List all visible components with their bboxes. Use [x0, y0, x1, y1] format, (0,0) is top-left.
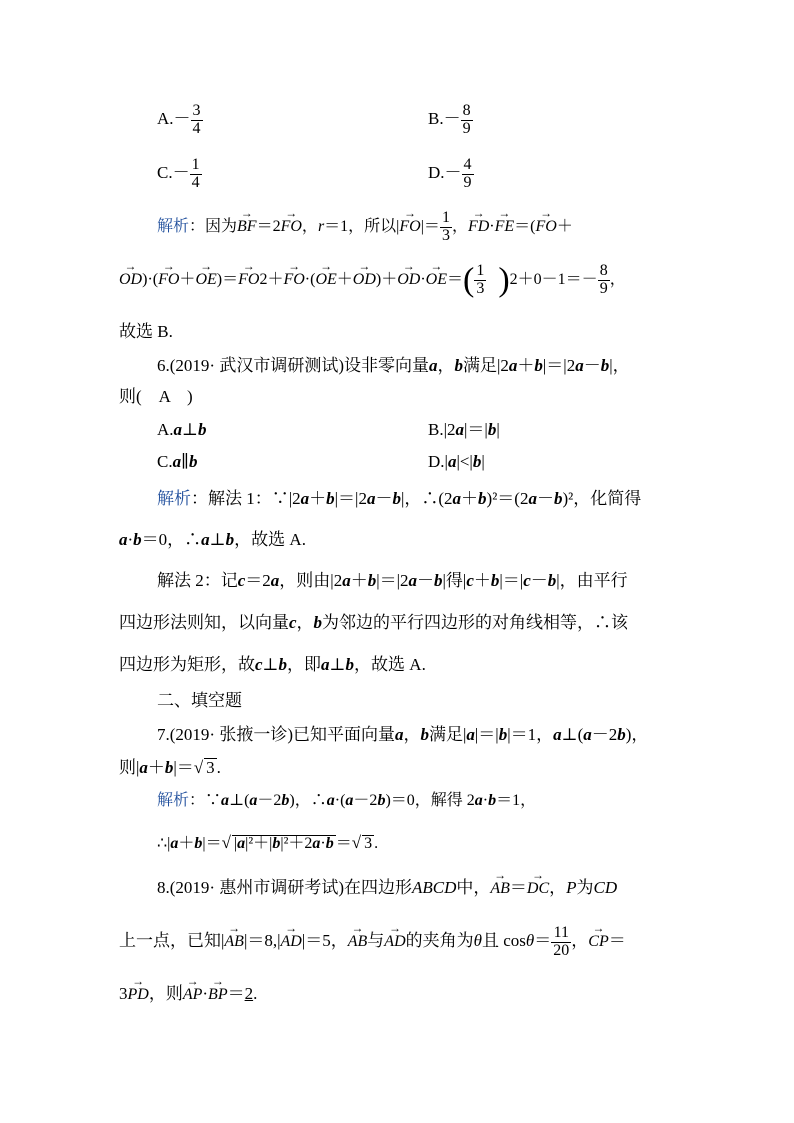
sol7-line2	[157, 834, 378, 852]
vec-a: a	[170, 835, 179, 852]
sqrt-body	[232, 835, 336, 852]
text: 为	[576, 878, 594, 897]
section-heading: 二、填空题	[157, 691, 242, 710]
fraction	[474, 263, 486, 298]
option-b-prefix: B.－	[428, 109, 461, 129]
text: ，	[451, 217, 468, 235]
vec-b: b	[534, 356, 543, 375]
vec-b: b	[367, 571, 377, 590]
frac-num: 4	[463, 156, 472, 173]
sol5-line3: 故选 B.	[119, 322, 173, 341]
vec-b: b	[478, 489, 487, 508]
vec-a: a	[394, 725, 404, 744]
vec-b: b	[553, 489, 563, 508]
vec-c: c	[523, 571, 531, 590]
vec-a: a	[139, 758, 148, 777]
vector-pd: → PD	[128, 979, 149, 1003]
text: ，	[296, 613, 314, 632]
text: ＝	[227, 984, 245, 1003]
text: ，	[549, 878, 567, 897]
vec-a: a	[408, 571, 418, 590]
option-b	[428, 103, 473, 138]
option-a	[157, 103, 203, 138]
vector-od: → OD	[353, 264, 376, 288]
text: |	[481, 452, 485, 471]
theta: θ	[473, 931, 482, 951]
text: ＝2	[245, 571, 271, 590]
q8-line3	[119, 979, 257, 1003]
text: ·	[320, 835, 326, 852]
text: 中，	[456, 878, 491, 897]
sqrt-body: 3	[364, 835, 373, 852]
sol6-line1	[157, 490, 641, 507]
text: ·	[127, 530, 134, 549]
text: ＝	[534, 931, 552, 951]
frac-num: 8	[462, 102, 471, 119]
frac-num: 11	[551, 925, 571, 943]
vec-b: b	[434, 571, 443, 590]
vec-a: a	[342, 571, 351, 590]
text: ∥	[181, 452, 189, 471]
text: －	[417, 571, 435, 590]
text: ＋	[179, 270, 196, 288]
text: ＝	[608, 931, 626, 951]
fraction	[440, 210, 452, 245]
vec-a: a	[321, 655, 330, 674]
vector-fo: → FO	[536, 211, 557, 235]
vec-a: a	[173, 420, 183, 439]
vec-c: c	[466, 571, 474, 590]
sol6-line4	[119, 614, 628, 631]
fraction	[598, 263, 610, 298]
vector-fo: → FO	[399, 211, 420, 235]
vec-b: b	[420, 725, 429, 744]
text: ·	[202, 984, 209, 1003]
text: ⊥	[209, 530, 226, 549]
text: )＝	[216, 270, 239, 288]
text: 8.(2019· 惠州市调研考试)在四边形	[157, 878, 412, 897]
text: A.	[157, 420, 174, 439]
q7-line2	[119, 758, 221, 776]
option-c-prefix: C.－	[157, 163, 190, 183]
text: C.	[157, 452, 173, 471]
q7-stem	[157, 726, 648, 743]
text: |＝|2	[334, 489, 367, 508]
text: ⊥	[262, 655, 279, 674]
text: |＝|	[474, 725, 499, 744]
vec-b: b	[490, 571, 500, 590]
text: )＋	[375, 270, 398, 288]
text: －2	[353, 792, 378, 809]
text: |＝|2	[542, 356, 576, 375]
text: －	[583, 356, 601, 375]
vec-a: a	[249, 792, 258, 809]
vec-b: b	[225, 530, 235, 549]
text: |，由平行	[556, 571, 628, 590]
text: ＝	[509, 878, 527, 897]
vec-a: a	[553, 725, 562, 744]
text: |＝5，	[301, 931, 348, 951]
frac-num: 1	[476, 262, 485, 279]
vector-cp: → CP	[588, 926, 608, 950]
text: ，	[437, 356, 455, 375]
text: 四边形法则知，以向量	[119, 613, 289, 632]
text: ，	[571, 931, 589, 951]
text: ，则	[148, 984, 183, 1003]
vec-b: b	[487, 420, 497, 439]
frac-num: 1	[191, 156, 200, 173]
vec-b: b	[377, 792, 386, 809]
text: ⊥	[182, 420, 199, 439]
frac-den: 3	[476, 279, 485, 297]
sol6-line5	[119, 656, 426, 673]
text: ＋	[473, 571, 491, 590]
text: .	[253, 984, 258, 1003]
vector-fe: → FE	[495, 211, 515, 235]
vec-b: b	[345, 655, 355, 674]
solution-label: 解析	[157, 217, 190, 235]
q6-stem	[157, 357, 630, 374]
vec-b: b	[194, 835, 203, 852]
text: )，	[625, 725, 649, 744]
vec-b: b	[278, 655, 288, 674]
q6-option-b	[428, 421, 500, 438]
text: ：解法 1：∵|2	[191, 489, 301, 508]
text: |²＋2	[280, 835, 313, 852]
text: B.|2	[428, 420, 456, 439]
text: |得|	[442, 571, 467, 590]
text: )²，化简得	[562, 489, 642, 508]
text: ＋	[336, 270, 353, 288]
text: ⊥	[329, 655, 346, 674]
text: ，	[301, 217, 318, 235]
text: ＋	[556, 217, 573, 235]
text: .	[374, 835, 379, 852]
vector-ad: → AD	[384, 926, 405, 950]
text: ＋	[461, 489, 479, 508]
vec-a: a	[300, 489, 310, 508]
vec-b: b	[281, 792, 290, 809]
vec-a: a	[270, 571, 280, 590]
vec-b: b	[472, 452, 482, 471]
text: |＝8,|	[243, 931, 281, 951]
sol5-line2: → OD)·(→ FO＋→ OE)＝→ FO2＋→ FO·(→ OE＋→ OD)＋→ OD·→ OE＝( $\frac{1}{3}$ )2＋0－1＝－ $\frac{8}{9}$ ，	[119, 263, 626, 298]
text: 2＋	[259, 270, 284, 288]
text: 上一点，已知|	[119, 931, 225, 951]
vec-a: a	[345, 792, 354, 809]
text: ，故选 A.	[354, 655, 426, 674]
text: |＝|	[499, 571, 524, 590]
text: 2＋0－1＝－	[509, 270, 598, 288]
vec-a: a	[366, 489, 376, 508]
sol5-line1: 解析：因为→ BF＝2→ FO，r＝1，所以|→ FO|＝ $\frac{1}{3}$ ，→ FD·→ FE＝(→ FO＋	[157, 210, 573, 245]
vector-ab: → AB	[490, 873, 510, 897]
text: ∴|	[157, 835, 171, 852]
vec-c: c	[237, 571, 246, 590]
text: ＝2	[256, 217, 281, 235]
vec-a: a	[312, 835, 321, 852]
vec-c: c	[289, 613, 297, 632]
text: |＝	[202, 835, 222, 852]
text: |²＋|	[245, 835, 273, 852]
text: ＋	[147, 758, 165, 777]
text: |＝|2	[376, 571, 409, 590]
vec-b: b	[617, 725, 626, 744]
vec-a: a	[528, 489, 537, 508]
q8-stem	[157, 873, 617, 897]
vec-a: a	[201, 530, 210, 549]
frac-den: 4	[191, 173, 200, 191]
text: ·	[482, 792, 489, 809]
option-d-fraction	[462, 157, 474, 192]
text: |＝1，	[507, 725, 554, 744]
option-a-prefix: A.－	[157, 109, 191, 129]
text: ＝1，所以|	[324, 217, 400, 235]
vector-bf: → BF	[237, 211, 257, 235]
option-b-fraction	[461, 103, 473, 138]
vector-fo: → FO	[158, 264, 179, 288]
text: 7.(2019· 张掖一诊)已知平面向量	[157, 725, 395, 744]
text: －	[530, 571, 548, 590]
text: ＋	[517, 356, 535, 375]
vector-fo: → FO	[281, 211, 302, 235]
vec-a: a	[326, 792, 335, 809]
option-a-fraction	[191, 103, 203, 138]
vec-b: b	[325, 835, 334, 852]
text: |	[233, 835, 238, 852]
solution-label: 解析	[157, 792, 190, 809]
text: |	[496, 420, 500, 439]
vector-fo: → FO	[283, 264, 304, 288]
text: －2	[591, 725, 618, 744]
vector-ad: → AD	[281, 926, 302, 950]
vec-b: b	[600, 356, 610, 375]
solution-label: 解析	[157, 489, 191, 508]
text: ，即	[287, 655, 322, 674]
vector-oe: → OE	[315, 264, 336, 288]
text: ＋	[350, 571, 368, 590]
vector-dc: → DC	[527, 873, 549, 897]
vec-b: b	[133, 530, 142, 549]
text: |<|	[456, 452, 473, 471]
text: D.|	[428, 452, 448, 471]
vec-a: a	[452, 489, 462, 508]
text: |＝	[420, 217, 440, 235]
text: |＝|	[464, 420, 488, 439]
vec-b: b	[498, 725, 508, 744]
quad-name: ABCD	[411, 878, 457, 897]
text: )²＝(2	[486, 489, 529, 508]
text: 且 cos	[481, 931, 526, 951]
vec-b: b	[164, 758, 174, 777]
text: 满足|	[428, 725, 467, 744]
text: ＋	[309, 489, 327, 508]
vec-c: c	[255, 655, 263, 674]
text: ＝	[335, 835, 352, 852]
frac-num: 3	[192, 102, 201, 119]
q6-option-a	[157, 421, 207, 438]
text: ＝	[447, 270, 464, 288]
text: ，	[609, 270, 626, 288]
var-r: r	[317, 217, 325, 235]
sqrt-icon: √	[221, 833, 231, 852]
vector-fd: → FD	[468, 211, 489, 235]
frac-den: 9	[599, 279, 608, 297]
option-c	[157, 157, 202, 192]
text: .	[216, 758, 221, 777]
frac-den: 20	[553, 941, 570, 959]
text: ＝(	[514, 217, 536, 235]
frac-den: 9	[462, 119, 471, 137]
text: 四边形为矩形，故	[119, 655, 255, 674]
vec-a: a	[455, 420, 464, 439]
sol7-line1	[157, 793, 536, 809]
text: ＝0，∴	[141, 530, 202, 549]
vector-oe: → OE	[195, 264, 216, 288]
frac-den: 3	[441, 226, 450, 244]
text: 解法 2：记	[157, 571, 238, 590]
vector-ap: → AP	[183, 979, 203, 1003]
text: 与	[367, 931, 385, 951]
vec-b: b	[272, 835, 281, 852]
vec-a: a	[237, 835, 246, 852]
text: ⊥(	[229, 792, 250, 809]
vector-od: → OD	[397, 264, 420, 288]
text: 为邻边的平行四边形的对角线相等，∴该	[322, 613, 629, 632]
text: －	[536, 489, 554, 508]
text: 6.(2019· 武汉市调研测试)设非零向量	[157, 356, 429, 375]
frac-num: 1	[441, 209, 450, 226]
text: )＝0，解得 2	[385, 792, 475, 809]
text: |，∴(2	[400, 489, 453, 508]
sol6-line3	[157, 572, 628, 589]
fraction	[551, 925, 571, 960]
frac-num: 8	[599, 262, 608, 279]
option-d	[428, 157, 474, 192]
vec-b: b	[488, 792, 497, 809]
text: ，	[403, 725, 421, 744]
q8-line2	[119, 925, 626, 960]
point-p: P	[566, 878, 577, 897]
text: 3	[119, 984, 128, 1003]
vec-b: b	[198, 420, 207, 439]
text: －2	[257, 792, 282, 809]
text: 则|	[119, 758, 140, 777]
vec-b: b	[547, 571, 557, 590]
vector-fo: → FO	[238, 264, 259, 288]
text: ：∵	[189, 792, 222, 809]
vector-od: → OD	[119, 264, 142, 288]
text: ：因为	[189, 217, 238, 235]
text: )，∴	[289, 792, 327, 809]
vec-a: a	[474, 792, 483, 809]
q6-option-d	[428, 453, 485, 470]
text: ＋	[178, 835, 195, 852]
q8-answer: 2	[244, 984, 254, 1003]
vec-a: a	[508, 356, 518, 375]
frac-den: 4	[192, 119, 201, 137]
vector-bp: → BP	[208, 979, 228, 1003]
option-d-prefix: D.－	[428, 163, 462, 183]
sqrt-icon: √	[193, 758, 204, 777]
vec-a: a	[119, 530, 128, 549]
q7-answer: 3	[206, 758, 215, 777]
text: ，故选 A.	[234, 530, 306, 549]
q6-option-c	[157, 453, 197, 470]
vec-b: b	[313, 613, 323, 632]
vec-a: a	[466, 725, 475, 744]
vector-ab: → AB	[348, 926, 368, 950]
text: |，	[609, 356, 630, 375]
vec-b: b	[188, 452, 198, 471]
vec-a: a	[221, 792, 230, 809]
q6-answer-line: 则( A )	[119, 387, 193, 406]
text: ⊥(	[561, 725, 584, 744]
text: ＝1，	[496, 792, 537, 809]
text: 满足|2	[462, 356, 509, 375]
text: 的夹角为	[405, 931, 474, 951]
text: |＝	[173, 758, 194, 777]
vec-a: a	[428, 356, 438, 375]
text: ，则由|2	[279, 571, 343, 590]
sqrt-icon: √	[351, 833, 362, 852]
vec-a: a	[575, 356, 584, 375]
segment-cd: CD	[593, 878, 618, 897]
vector-oe: → OE	[426, 264, 447, 288]
vec-b: b	[326, 489, 335, 508]
vec-b: b	[392, 489, 401, 508]
vec-a: a	[447, 452, 457, 471]
theta: θ	[525, 931, 535, 951]
vec-a: a	[583, 725, 592, 744]
option-c-fraction	[190, 157, 202, 192]
sol6-line2	[119, 531, 306, 548]
text: ·(	[334, 792, 346, 809]
text: －	[375, 489, 393, 508]
vector-ab: → AB	[224, 926, 244, 950]
vec-b: b	[454, 356, 463, 375]
vec-a: a	[172, 452, 182, 471]
frac-den: 9	[463, 173, 472, 191]
